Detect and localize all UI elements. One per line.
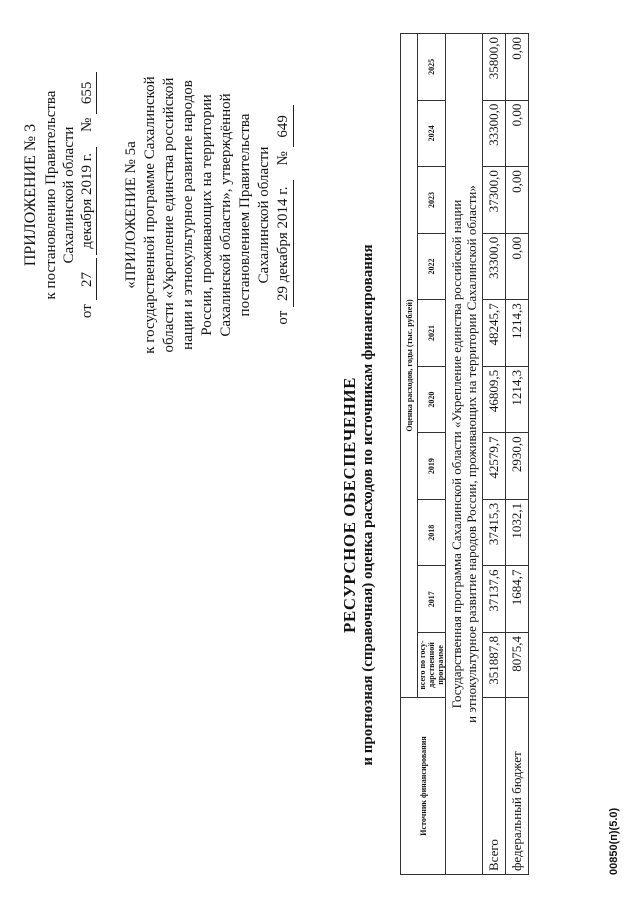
date-day: 27 (78, 258, 97, 300)
date-prefix: от (275, 310, 291, 325)
cell-value: 33300,0 (483, 100, 506, 167)
decree-number: 655 (78, 72, 97, 114)
date-prefix: от (79, 304, 95, 319)
cell-value: 2930,0 (506, 433, 529, 500)
program-line-2: и этнокультурное развитие народов России, проживающих на территории Сахалинской области» (464, 185, 479, 723)
cell-value: 0,00 (506, 233, 529, 300)
appendix-5a-title: «ПРИЛОЖЕНИЕ № 5а (123, 141, 139, 289)
cell-value: 1684,7 (506, 566, 529, 633)
col-total-header: всего по госу-дарственной программе (418, 633, 446, 698)
col-source-header: Источник финансирования (401, 698, 446, 875)
appendix-5a-date-line (274, 35, 294, 395)
appendix-header (22, 35, 97, 355)
year-header: 2024 (418, 100, 446, 167)
cell-value: 0,00 (506, 34, 529, 101)
appendix-line-1: к постановлению Правительства (43, 90, 59, 300)
document-titles (340, 165, 377, 845)
row-total: 351887,8 (483, 633, 506, 698)
resource-table (400, 33, 529, 875)
program-description (446, 34, 483, 875)
footer-code: 00850(п)(5.0) (608, 807, 620, 875)
program-line-1: Государственная программа Сахалинской области «Укрепление единства российской нации (449, 199, 464, 709)
appendix-5a-number: 649 (274, 105, 294, 147)
date-month-year: декабря 2019 г. (78, 147, 97, 255)
cell-value: 1214,3 (506, 300, 529, 367)
cell-value: 1214,3 (506, 366, 529, 433)
cell-value: 1032,1 (506, 499, 529, 566)
table-header-row (401, 34, 418, 875)
row-label: федеральный бюджет (506, 698, 529, 875)
appendix-title: ПРИЛОЖЕНИЕ № 3 (22, 123, 39, 267)
cell-value: 0,00 (506, 100, 529, 167)
col-estimate-header: Оценка расходов, годы (тыс. рублей) (401, 34, 418, 698)
cell-value: 33300,0 (483, 233, 506, 300)
year-header: 2022 (418, 233, 446, 300)
appendix-5a-line-1: к государственной программе Сахалинской (142, 76, 158, 354)
year-header: 2020 (418, 366, 446, 433)
appendix-5a-header (122, 35, 294, 395)
appendix-5a-line-6: постановлением Правительства (237, 113, 253, 317)
year-header: 2019 (418, 433, 446, 500)
cell-value: 37300,0 (483, 167, 506, 234)
appendix-date-line (78, 35, 97, 355)
appendix-5a-line-2: области «Укрепление единства российской (161, 77, 177, 353)
year-header: 2021 (418, 300, 446, 367)
cell-value: 35800,0 (483, 34, 506, 101)
number-prefix: № (79, 117, 95, 132)
year-header: 2025 (418, 34, 446, 101)
appendix-5a-date: 29 декабря 2014 г. (274, 180, 294, 307)
table-row (506, 34, 529, 875)
appendix-5a-line-3: нации и этнокультурное развитие народов (180, 80, 196, 350)
appendix-5a-line-7: Сахалинской области (256, 146, 272, 284)
cell-value: 0,00 (506, 167, 529, 234)
appendix-line-2: Сахалинской области (61, 126, 77, 264)
appendix-5a-line-5: Сахалинской области», утверждённой (218, 93, 234, 337)
year-header: 2018 (418, 499, 446, 566)
row-label: Всего (483, 698, 506, 875)
cell-value: 46809,5 (483, 366, 506, 433)
sub-title: и прогнозная (справочная) оценка расходов по источникам финансирования (360, 244, 376, 766)
year-header: 2017 (418, 566, 446, 633)
year-header: 2023 (418, 167, 446, 234)
number-prefix: № (275, 151, 291, 166)
row-total: 8075,4 (506, 633, 529, 698)
appendix-5a-line-4: России, проживающих на территории (199, 94, 215, 336)
program-row (446, 34, 483, 875)
cell-value: 37137,6 (483, 566, 506, 633)
main-title: РЕСУРСНОЕ ОБЕСПЕЧЕНИЕ (340, 377, 359, 633)
cell-value: 48245,7 (483, 300, 506, 367)
table-row (483, 34, 506, 875)
cell-value: 42579,7 (483, 433, 506, 500)
cell-value: 37415,3 (483, 499, 506, 566)
